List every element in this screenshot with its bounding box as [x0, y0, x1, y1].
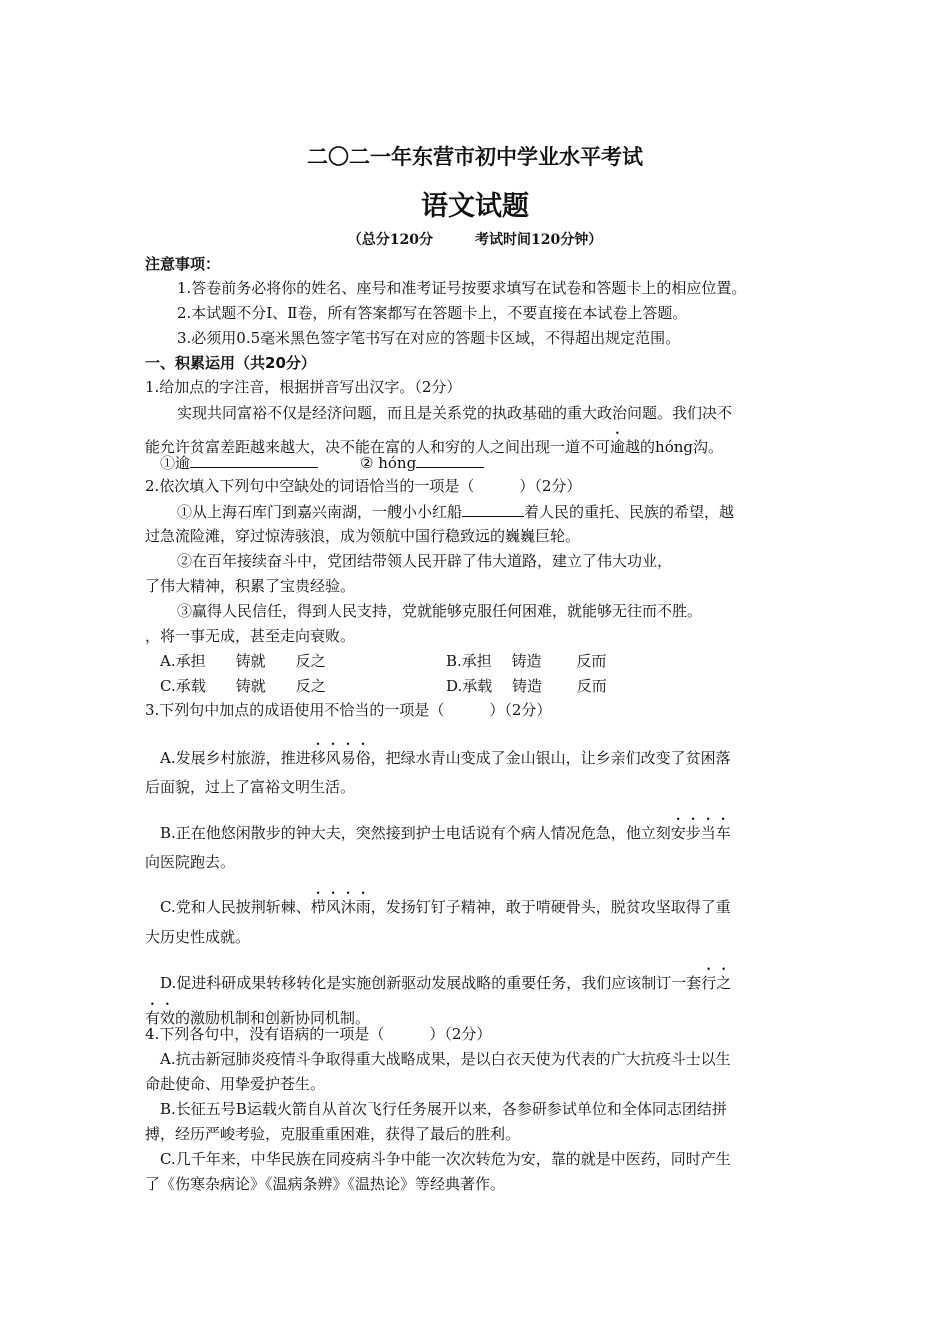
q3-option-c-line2: 大历史性成就。 [145, 928, 251, 946]
q3-option-a-line1: A.发展乡村旅游，推进移风易俗，把绿水青山变成了金山银山，让乡亲们改变了贫困落 [160, 749, 731, 767]
q3-option-d-line1: D.促进科研成果转移转化是实施创新驱动发展战略的重要任务，我们应该制订一套行之 [160, 974, 732, 992]
q1-stem: 1.给加点的字注音，根据拼音写出汉字。（2分） [145, 378, 462, 396]
notice-item-3: 3.必须用0.5毫米黑色签字笔书写在对应的答题卡区域，不得超出规定范围。 [177, 329, 681, 347]
q4-option-b-line1: B.长征五号B运载火箭自从首次飞行任务展开以来，各参研参试单位和全体同志团结拼 [160, 1100, 727, 1118]
q4-option-c-line1: C.几千年来，中华民族在同疫病斗争中能一次次转危为安，靠的就是中医药，同时产生 [160, 1150, 731, 1168]
q1-answer-blank-2: ② hóng [360, 452, 484, 473]
q3-d-idiom-part1: 行之 [701, 974, 732, 992]
q2-sentence-2-line1: ②在百年接续奋斗中，党团结带领人民开辟了伟大道路，建立了伟大功业， [177, 552, 673, 570]
q2-option-d: D.承载 铸造 反而 [446, 677, 607, 695]
notice-item-1: 1.答卷前务必将你的姓名、座号和准考证号按要求填写在试卷和答题卡上的相应位置。 [177, 279, 747, 297]
q2-option-b: B.承担 铸造 反而 [446, 652, 607, 670]
q1-dotted-char: 逾 [610, 438, 626, 456]
q2-stem: 2.依次填入下列句中空缺处的词语恰当的一项是（ ）（2分） [145, 477, 582, 495]
q4-option-c-line2: 了《伤寒杂病论》《温病条辨》《温热论》等经典著作。 [145, 1175, 506, 1193]
q2-sentence-1-line2: 过急流险滩，穿过惊涛骇浪，成为领航中国行稳致远的巍巍巨轮。 [145, 527, 581, 545]
q2-sentence-1-line1: ①从上海石库门到嘉兴南湖，一艘小小红船 着人民的重托、民族的希望，越 [177, 503, 735, 521]
q2-sentence-3-line1: ③赢得人民信任，得到人民支持，党就能够克服任何困难，就能够无往而不胜。 [177, 602, 703, 620]
subject-title: 语文试题 [421, 191, 529, 222]
q2-option-c: C.承载 铸就 反之 [160, 677, 326, 695]
q3-c-idiom: 栉风沐雨 [310, 898, 371, 916]
q4-option-a-line2: 命赴使命、用挚爱护苍生。 [145, 1075, 326, 1093]
notice-heading: 注意事项： [145, 255, 221, 273]
q1-passage-line1: 实现共同富裕不仅是经济问题，而且是关系党的执政基础的重大政治问题。我们决不 [177, 404, 733, 422]
section-1-heading: 一、积累运用（共20分） [145, 354, 316, 372]
exam-title: 二〇二一年东营市初中学业水平考试 [307, 145, 643, 169]
q2-sentence-2-line2: 了伟大精神，积累了宝贵经验。 [145, 577, 356, 595]
q3-d-idiom-part2: 有效 [145, 1009, 176, 1027]
q2-sentence-3-line2: ，将一事无成，甚至走向衰败。 [145, 627, 356, 645]
q3-option-b-line2: 向医院跑去。 [145, 853, 236, 871]
q2-option-a: A.承担 铸就 反之 [160, 652, 326, 670]
q3-option-b-line1: B.正在他悠闲散步的钟大夫，突然接到护士电话说有个病人情况危急，他立刻安步当车 [160, 824, 731, 842]
notice-item-2: 2.本试题不分Ⅰ、Ⅱ卷，所有答案都写在答题卡上，不要直接在本试卷上答题。 [177, 304, 688, 322]
q3-option-d-line2: 有效的激励机制和创新协同机制。 [145, 1009, 371, 1027]
q3-option-a-line2: 后面貌，过上了富裕文明生活。 [145, 778, 356, 796]
q4-option-a-line1: A.抗击新冠肺炎疫情斗争取得重大战略成果，是以白衣天使为代表的广大抗疫斗士以生 [160, 1050, 731, 1068]
q3-a-idiom: 移风易俗 [310, 749, 371, 767]
q1-answer-blank-1: ①逾 [160, 452, 318, 473]
score-time-info: （总分120分 考试时间120分钟） [347, 232, 603, 248]
q3-option-c-line1: C.党和人民披荆斩棘、栉风沐雨，发扬钉钉子精神，敢于啃硬骨头，脱贫攻坚取得了重 [160, 898, 731, 916]
q3-b-idiom: 安步当车 [670, 824, 731, 842]
q4-option-b-line2: 搏，经历严峻考验，克服重重困难，获得了最后的胜利。 [145, 1125, 521, 1143]
q3-stem: 3.下列句中加点的成语使用不恰当的一项是（ ）（2分） [145, 701, 552, 719]
q4-stem: 4.下列各句中，没有语病的一项是（ ）（2分） [145, 1025, 492, 1043]
q1-passage-line2: 能允许贫富差距越来越大，决不能在富的人和穷的人之间出现一道不可逾越的hóng沟。 [145, 438, 723, 456]
